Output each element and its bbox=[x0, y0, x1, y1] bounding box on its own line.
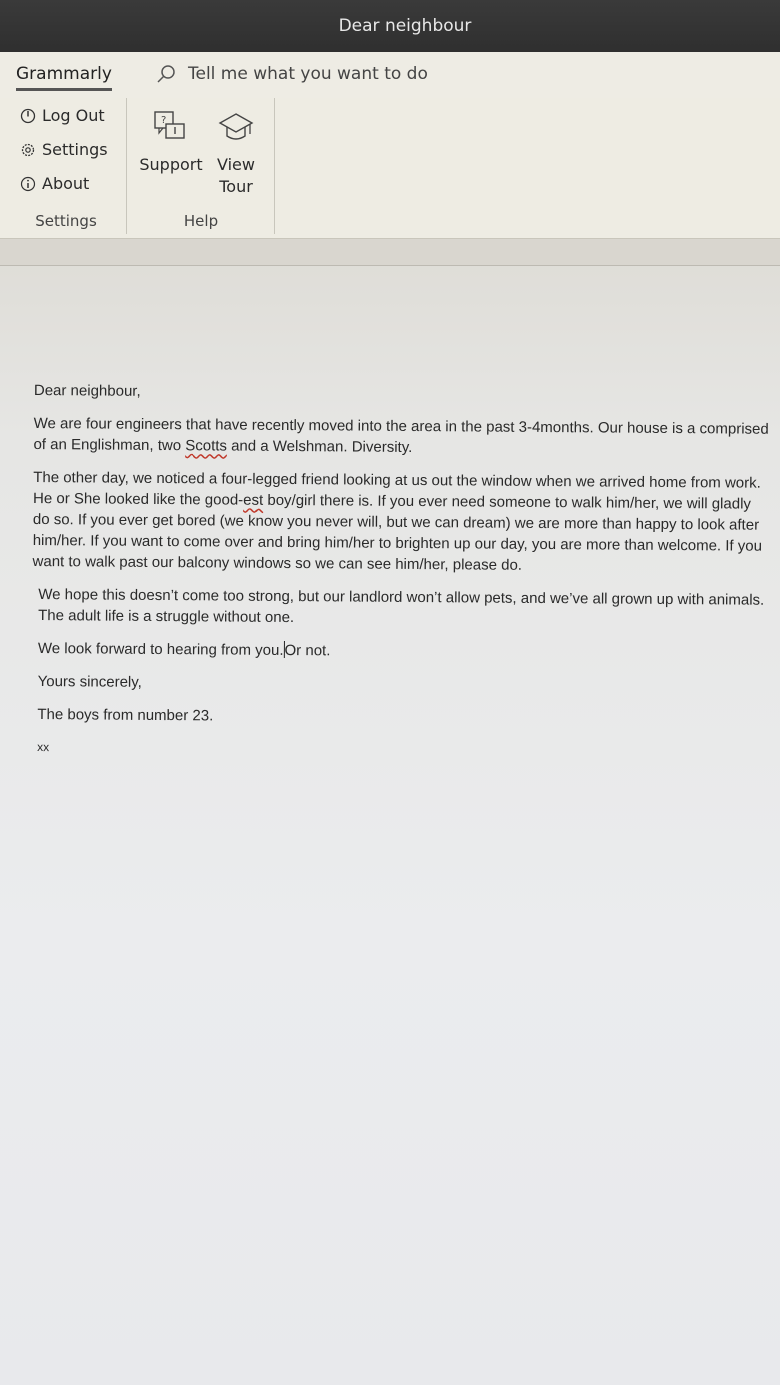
settings-button[interactable] bbox=[20, 140, 108, 159]
greeting: Dear neighbour, bbox=[33, 381, 141, 400]
ribbon bbox=[0, 98, 780, 239]
help-group-label: Help bbox=[183, 212, 219, 230]
p2-text-a: The other day, we noticed a four-legged friend looking at us out the window when we arrived home from work. He or She looked like the good- bbox=[33, 468, 761, 509]
spelling-error-est[interactable]: est bbox=[243, 491, 264, 509]
support-label: Support bbox=[139, 155, 203, 174]
p1-text-b: and a Welshman. Diversity. bbox=[226, 437, 413, 456]
window-title: Dear neighbour bbox=[338, 16, 472, 36]
about-button[interactable] bbox=[20, 174, 89, 193]
ribbon-tab-bar bbox=[0, 52, 780, 98]
paragraph-landlord: We hope this doesn’t come too strong, but our landlord won’t allow pets, and we’ve all grown up with animals. The adult life is a struggle without one. bbox=[38, 586, 765, 627]
power-icon bbox=[20, 108, 36, 124]
p4-text-b: Or not. bbox=[284, 641, 331, 660]
tell-me-search[interactable] bbox=[156, 64, 428, 84]
help-group bbox=[128, 98, 275, 234]
support-button[interactable] bbox=[138, 106, 204, 176]
tab-grammarly[interactable]: Grammarly bbox=[16, 64, 112, 91]
view-tour-button[interactable] bbox=[208, 106, 264, 198]
spelling-error-scotts[interactable]: Scotts bbox=[185, 437, 228, 455]
settings-label: Settings bbox=[42, 140, 108, 159]
settings-group bbox=[6, 98, 127, 234]
support-chat-icon bbox=[151, 108, 191, 148]
kisses: xx bbox=[37, 740, 50, 755]
title-bar bbox=[0, 0, 780, 52]
tell-me-label: Tell me what you want to do bbox=[188, 64, 428, 84]
ruler-strip bbox=[0, 239, 780, 266]
graduation-cap-icon bbox=[216, 108, 256, 148]
about-label: About bbox=[42, 174, 90, 193]
view-label: View bbox=[217, 155, 255, 174]
info-icon bbox=[20, 176, 36, 192]
p1-text-a: We are four engineers that have recently moved into the area in the past 3-4months. Our house is a comprised of an Englishman, two bbox=[33, 414, 769, 455]
log-out-button[interactable] bbox=[20, 106, 105, 125]
log-out-label: Log Out bbox=[42, 106, 105, 125]
document-page[interactable] bbox=[31, 380, 770, 776]
signature: The boys from number 23. bbox=[37, 706, 214, 725]
gear-icon bbox=[20, 142, 36, 158]
closing: Yours sincerely, bbox=[37, 673, 142, 691]
paragraph-intro bbox=[33, 413, 769, 461]
p4-text-a: We look forward to hearing from you. bbox=[37, 640, 284, 659]
settings-group-label: Settings bbox=[35, 212, 97, 230]
search-icon bbox=[156, 64, 176, 84]
p2-text-b: boy/girl there is. If you ever need someone to walk him/her, we will gladly do so. If you ever get bored (we know you never will, but we can dream) we are more than happy to look after him/her. If you want to come over and bring him/her to brighten up our day, you are more than welcome. If you want to walk past our balcony windows so we can see him/her, please do. bbox=[32, 491, 763, 574]
tour-label: Tour bbox=[219, 177, 253, 196]
paragraph-dog bbox=[32, 467, 769, 578]
svg-text:?: ? bbox=[161, 115, 167, 126]
paragraph-look-forward bbox=[38, 638, 768, 665]
